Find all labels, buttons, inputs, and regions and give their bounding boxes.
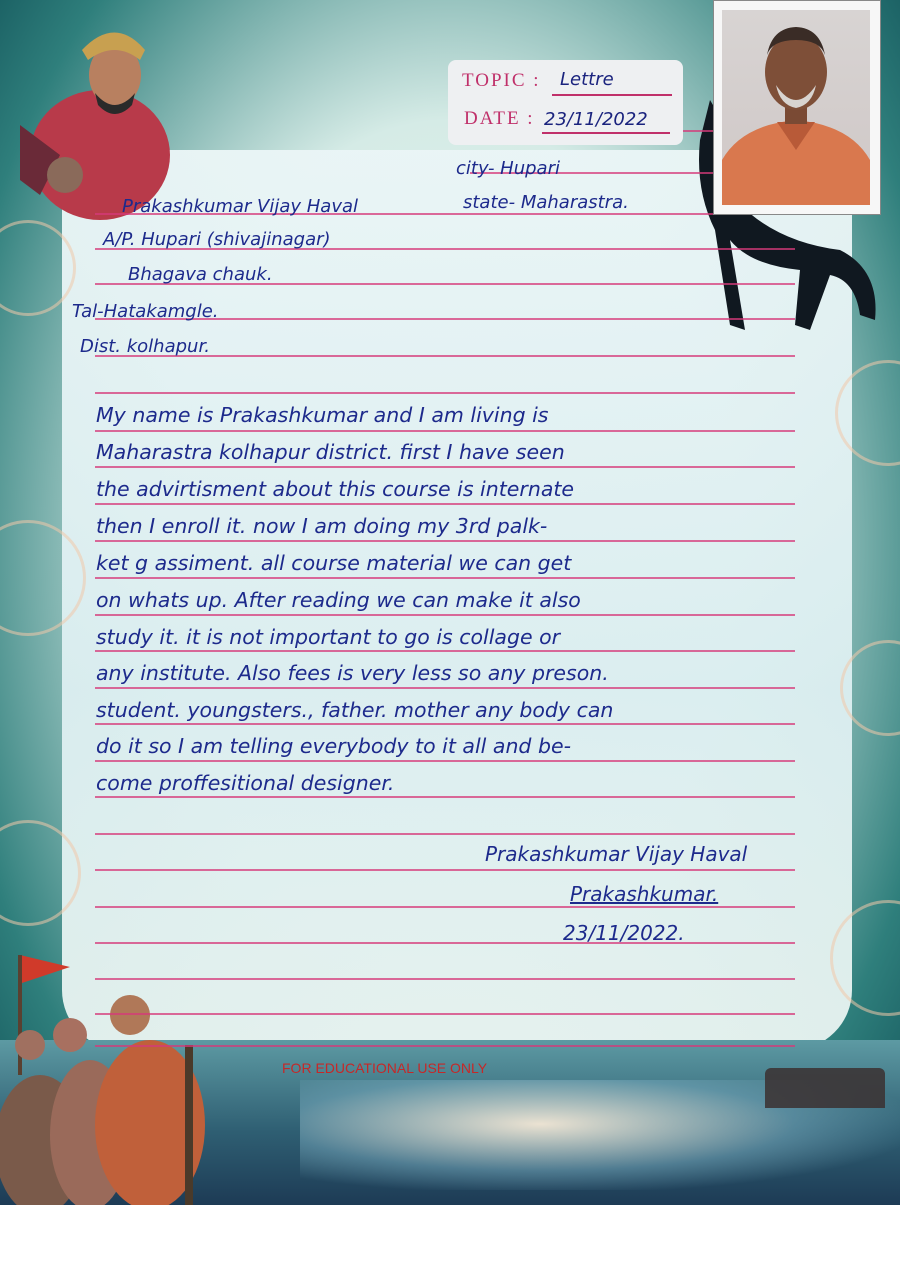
signature-name: Prakashkumar Vijay Haval [485,842,748,866]
address-state: state- Maharastra. [463,192,629,213]
ruled-line [95,430,795,432]
ruled-line [95,540,795,542]
ruled-line [95,760,795,762]
warriors-group-illustration [0,955,260,1205]
body-line: do it so I am telling everybody to it all and be- [96,734,571,758]
ruled-line [95,687,795,689]
ruled-line [95,906,795,908]
body-line: come proffesitional designer. [96,771,395,795]
body-line: ket g assiment. all course material we can get [96,551,572,575]
body-line: Maharastra kolhapur district. first I have seen [96,440,565,464]
topic-date-box [448,60,683,145]
date-label: DATE : [464,108,535,129]
body-line: any institute. Also fees is very less so any preson. [96,661,609,685]
ruled-line [95,650,795,652]
ruled-line [95,1013,795,1015]
address-line: Prakashkumar Vijay Haval [122,196,359,217]
date-underline [542,132,670,134]
ruled-line [95,978,795,980]
address-city: city- Hupari [456,158,560,179]
ruled-line [95,392,795,394]
topic-underline [552,94,672,96]
sea-fort [765,1068,885,1108]
ruled-line [95,1045,795,1047]
ruled-line [95,723,795,725]
body-line: student. youngsters., father. mother any body can [96,698,614,722]
educational-use-notice: FOR EDUCATIONAL USE ONLY [282,1060,488,1076]
warrior-portrait-illustration [20,5,170,220]
ruled-line [95,942,795,944]
signature-date: 23/11/2022. [563,921,685,945]
address-line: Dist. kolhapur. [80,336,210,357]
author-photo [722,10,870,205]
body-line: the advirtisment about this course is internate [96,477,575,501]
ruled-line [95,869,795,871]
ruled-line [95,577,795,579]
topic-value: Lettre [560,69,614,90]
ruled-line [95,503,795,505]
handwritten-signature: Prakashkumar. [570,882,719,906]
body-line: on whats up. After reading we can make it also [96,588,581,612]
ruled-line [95,796,795,798]
topic-label: TOPIC : [462,70,541,91]
body-line: My name is Prakashkumar and I am living is [96,403,549,427]
body-line: study it. it is not important to go is collage or [96,625,561,649]
ruled-line [95,466,795,468]
ruled-line [95,614,795,616]
address-line: Bhagava chauk. [128,264,273,285]
address-line: A/P. Hupari (shivajinagar) [103,229,331,250]
date-value: 23/11/2022 [544,109,648,130]
ruled-line [95,833,795,835]
body-line: then I enroll it. now I am doing my 3rd palk- [96,514,548,538]
address-line: Tal-Hatakamgle. [72,301,219,322]
